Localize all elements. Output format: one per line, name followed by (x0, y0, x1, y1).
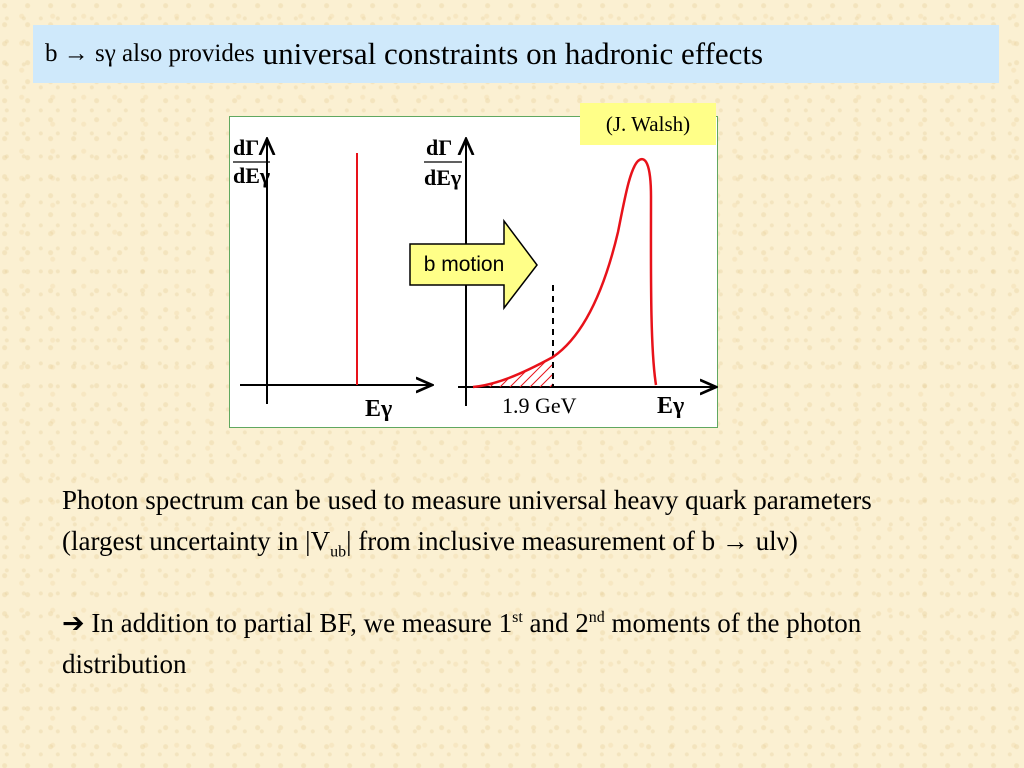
title-main: universal constraints on hadronic effects (262, 36, 764, 71)
paragraph-moments: ➔ In addition to partial BF, we measure 1st and 2nd moments of the photon distribution (62, 608, 862, 679)
slide-title (33, 25, 999, 83)
right-y-label-num: dΓ (426, 135, 453, 160)
figure-credit: (J. Walsh) (580, 103, 716, 145)
left-y-label-num: dΓ (233, 135, 260, 160)
hatched-region (480, 357, 580, 397)
right-x-label: Eγ (657, 393, 685, 419)
paragraph-photon-spectrum: Photon spectrum can be used to measure universal heavy quark parameters (largest uncertainty in $|V_{ub}|$ from inclusive measurement of b → ulν) (62, 485, 872, 561)
left-y-label-den: dEγ (233, 163, 271, 188)
body-text (62, 480, 952, 685)
right-y-label-den: dEγ (424, 165, 462, 190)
b-motion-label: b motion (423, 253, 505, 276)
title-prefix: b → sγ also provides (45, 40, 255, 67)
cut-label: 1.9 GeV (502, 393, 577, 418)
arrow-right-icon: ➔ (62, 608, 85, 638)
left-x-label: Eγ (365, 396, 393, 422)
